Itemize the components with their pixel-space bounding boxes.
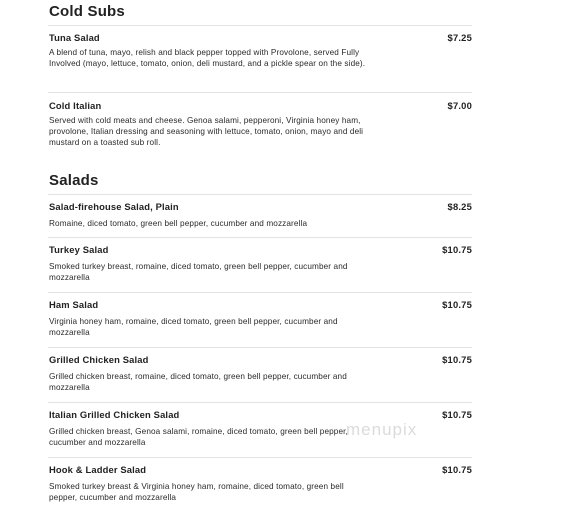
item-name: Cold Italian [49, 100, 102, 111]
item-name: Turkey Salad [49, 244, 109, 255]
item-price: $10.75 [442, 244, 472, 255]
item-description: Smoked turkey breast, romaine, diced tomato, green bell pepper, cucumber and mozzarella [49, 262, 348, 282]
item-price: $10.75 [442, 409, 472, 420]
menupix-watermark: menupix [346, 420, 418, 439]
item-name: Salad-firehouse Salad, Plain [49, 201, 179, 212]
item-price: $10.75 [442, 464, 472, 475]
item-price: $10.75 [442, 354, 472, 365]
item-description: Virginia honey ham, romaine, diced tomato, green bell pepper, cucumber and mozzarella [49, 317, 338, 337]
divider [48, 457, 472, 458]
item-price: $7.00 [447, 100, 472, 111]
item-description: Romaine, diced tomato, green bell pepper, cucumber and mozzarella [49, 219, 308, 228]
item-name: Grilled Chicken Salad [49, 354, 149, 365]
section-title-cold-subs: Cold Subs [49, 3, 125, 20]
item-description: Grilled chicken breast, Genoa salami, romaine, diced tomato, green bell pepper, cucumber and mozzarella [49, 427, 348, 447]
divider [48, 92, 472, 93]
item-price: $7.25 [447, 32, 472, 43]
item-description: Grilled chicken breast, romaine, diced tomato, green bell pepper, cucumber and mozzarella [49, 372, 347, 392]
item-description: Smoked turkey breast & Virginia honey ham, romaine, diced tomato, green bell pepper, cucumber and mozzarella [49, 482, 344, 502]
divider [48, 25, 472, 26]
divider [48, 194, 472, 195]
item-price: $8.25 [447, 201, 472, 212]
divider [48, 347, 472, 348]
item-name: Italian Grilled Chicken Salad [49, 409, 180, 420]
item-description: A blend of tuna, mayo, relish and black pepper topped with Provolone, served Fully Involved (mayo, lettuce, tomato, onion, deli mustard, and a pickle spear on the side). [49, 48, 366, 68]
item-name: Hook & Ladder Salad [49, 464, 147, 475]
divider [48, 237, 472, 238]
item-name: Tuna Salad [49, 32, 100, 43]
item-name: Ham Salad [49, 299, 99, 310]
item-description: Served with cold meats and cheese. Genoa salami, pepperoni, Virginia honey ham, provolone, Italian dressing and seasoning with lettuce, tomato, onion, mayo and deli mustard on a toasted sub roll. [49, 116, 364, 147]
section-title-salads: Salads [49, 172, 99, 189]
item-price: $10.75 [442, 299, 472, 310]
divider [48, 402, 472, 403]
divider [48, 292, 472, 293]
